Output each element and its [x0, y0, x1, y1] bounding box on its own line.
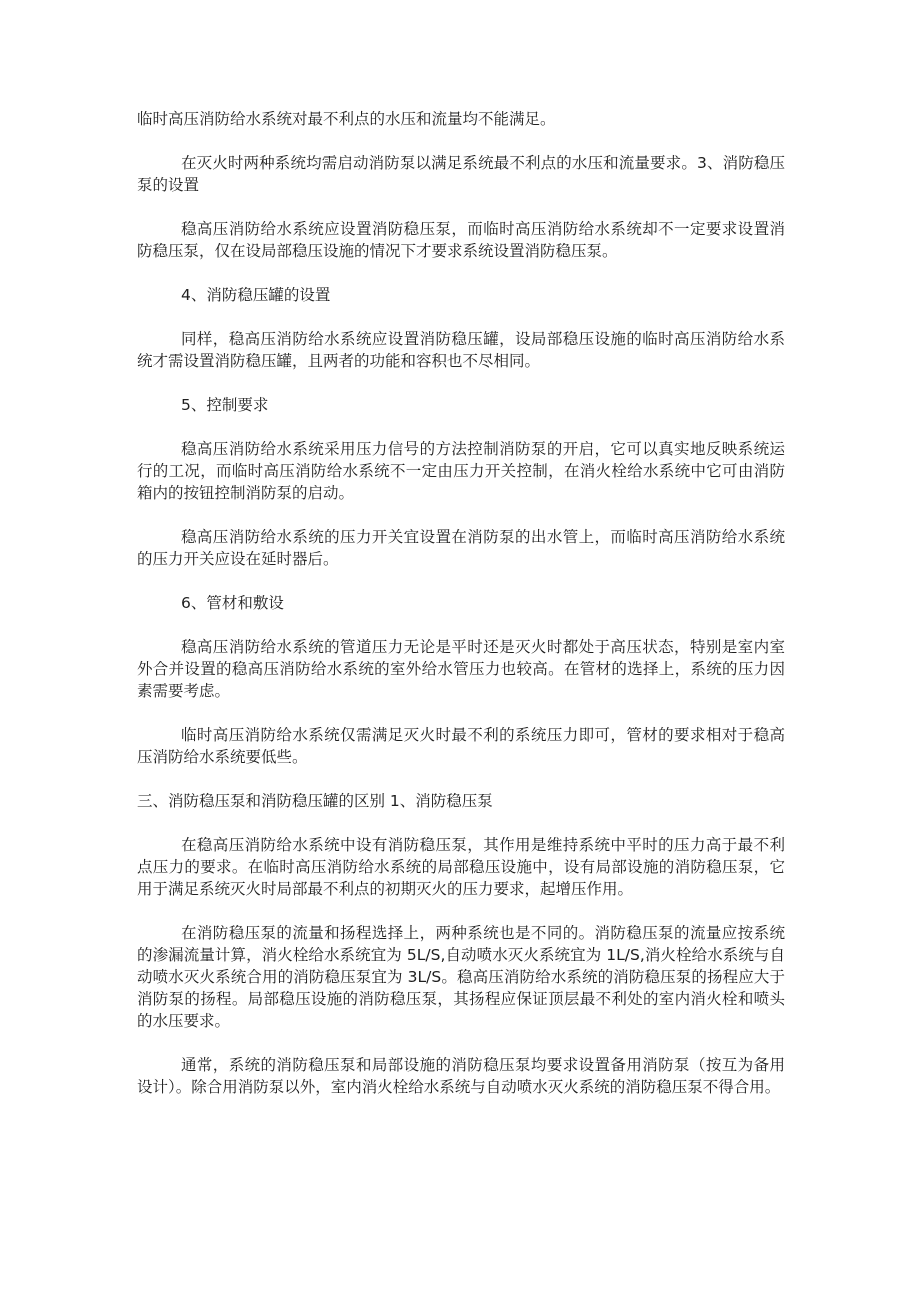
- paragraph-10: 稳高压消防给水系统的管道压力无论是平时还是灭火时都处于高压状态，特别是室内室外合并设置的稳高压消防给水系统的室外给水管压力也较高。在管材的选择上，系统的压力因素需要考虑。: [137, 638, 785, 700]
- paragraph-1: 临时高压消防给水系统对最不利点的水压和流量均不能满足。: [137, 110, 556, 128]
- paragraph-13: 在稳高压消防给水系统中设有消防稳压泵，其作用是维持系统中平时的压力高于最不利点压力的要求。在临时高压消防给水系统的局部稳压设施中，设有局部设施的消防稳压泵，它用于满足系统灭火时局部最不利点的初期灭火的压力要求，起增压作用。: [137, 836, 785, 898]
- paragraph-7: 稳高压消防给水系统采用压力信号的方法控制消防泵的开启，它可以真实地反映系统运行的工况，而临时高压消防给水系统不一定由压力开关控制，在消火栓给水系统中它可由消防箱内的按钮控制消防泵的启动。: [137, 440, 785, 502]
- document-body: [137, 108, 785, 1120]
- paragraph-14: 在消防稳压泵的流量和扬程选择上，两种系统也是不同的。消防稳压泵的流量应按系统的渗漏流量计算，消火栓给水系统宜为 5L/S,自动喷水灭火系统宜为 1L/S,消火栓给水系统与自动喷水灭火系统合用的消防稳压泵宜为 3L/S。稳高压消防给水系统的消防稳压泵的扬程应大于消防泵的扬程。局部稳压设施的消防稳压泵，其扬程应保证顶层最不利处的室内消火栓和喷头的水压要求。: [137, 924, 785, 1030]
- paragraph-5: 同样，稳高压消防给水系统应设置消防稳压罐，设局部稳压设施的临时高压消防给水系统才需设置消防稳压罐，且两者的功能和容积也不尽相同。: [137, 330, 785, 370]
- paragraph-8: 稳高压消防给水系统的压力开关宜设置在消防泵的出水管上，而临时高压消防给水系统的压力开关应设在延时器后。: [137, 528, 785, 568]
- paragraph-15: 通常，系统的消防稳压泵和局部设施的消防稳压泵均要求设置备用消防泵（按互为备用设计）。除合用消防泵以外，室内消火栓给水系统与自动喷水灭火系统的消防稳压泵不得合用。: [137, 1056, 785, 1096]
- paragraph-11: 临时高压消防给水系统仅需满足灭火时最不利的系统压力即可，管材的要求相对于稳高压消防给水系统要低些。: [137, 726, 785, 766]
- section-heading-3: 三、消防稳压泵和消防稳压罐的区别 1、消防稳压泵: [137, 792, 493, 810]
- section-heading-6: 6、管材和敷设: [181, 594, 284, 612]
- paragraph-2: 在灭火时两种系统均需启动消防泵以满足系统最不利点的水压和流量要求。3、消防稳压泵的设置: [137, 154, 785, 194]
- section-heading-5: 5、控制要求: [181, 396, 269, 414]
- section-heading-4: 4、消防稳压罐的设置: [181, 286, 331, 304]
- paragraph-3: 稳高压消防给水系统应设置消防稳压泵，而临时高压消防给水系统却不一定要求设置消防稳压泵，仅在设局部稳压设施的情况下才要求系统设置消防稳压泵。: [137, 220, 785, 260]
